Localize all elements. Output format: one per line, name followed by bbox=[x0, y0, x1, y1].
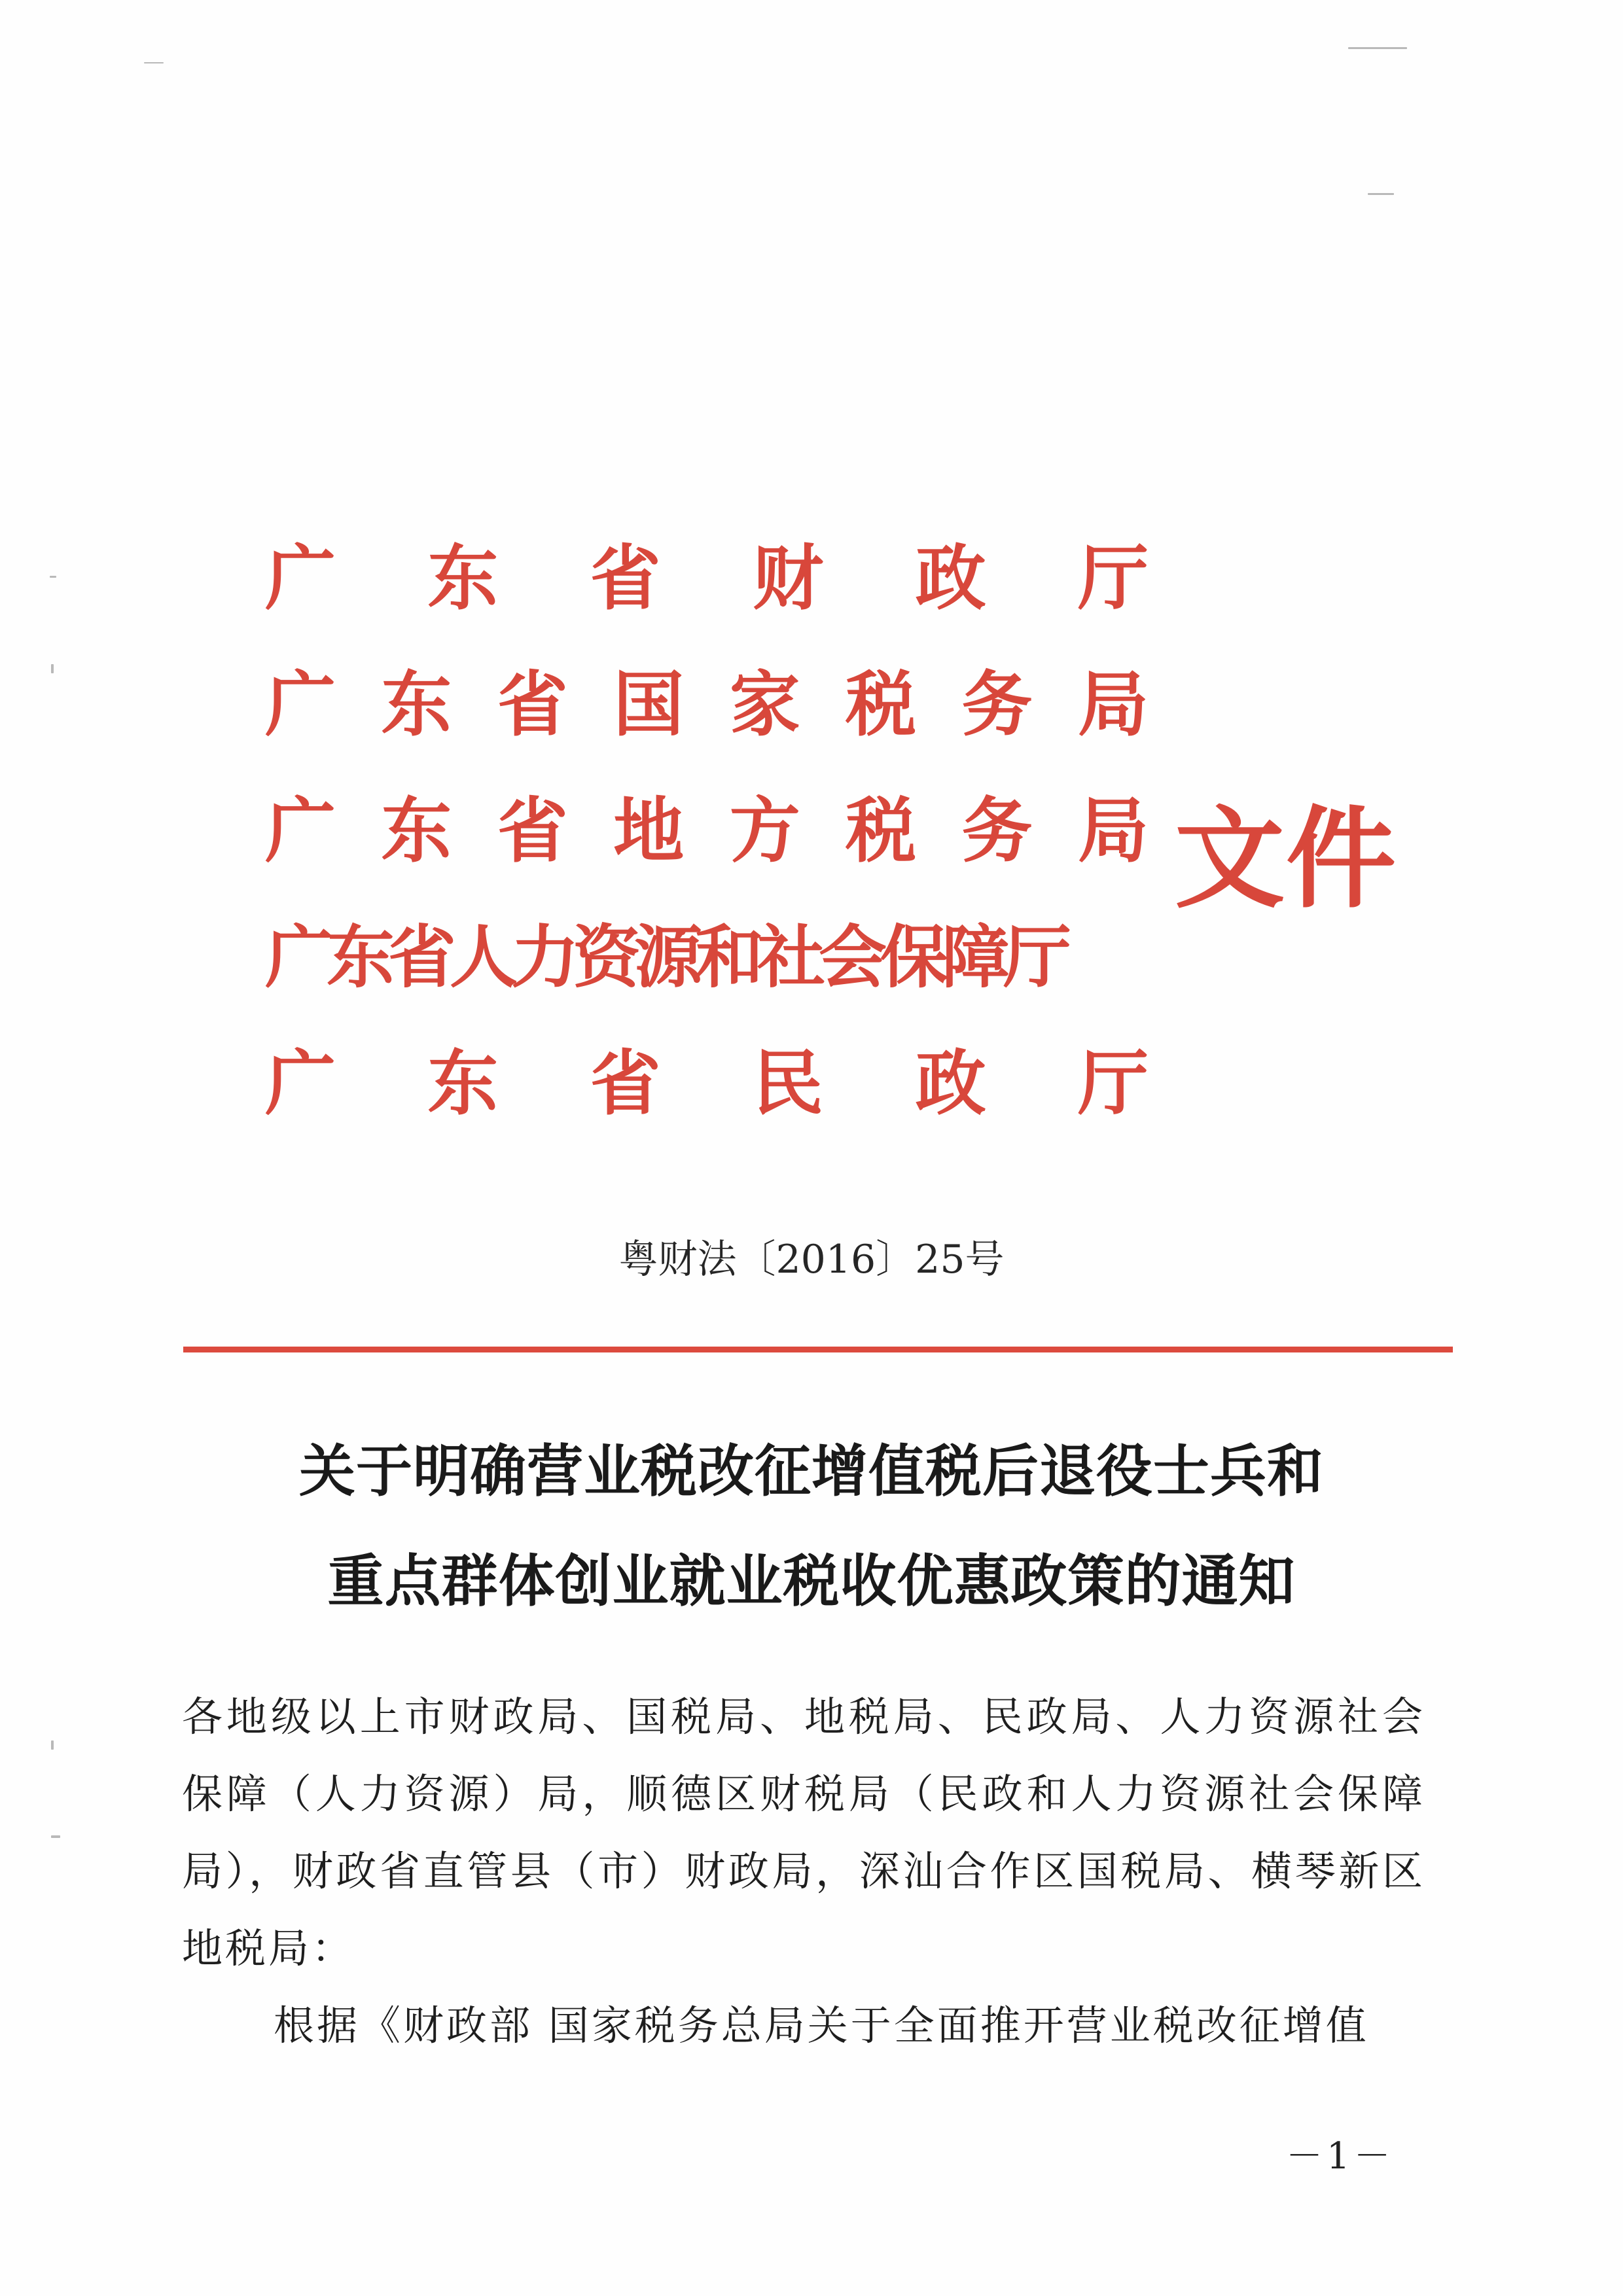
title-line-1: 关于明确营业税改征增值税后退役士兵和 bbox=[299, 1438, 1324, 1504]
issuer-human-resources-department: 广东省人力资源和社会保障厅 bbox=[265, 917, 1065, 997]
title-line-2: 重点群体创业就业税收优惠政策的通知 bbox=[327, 1548, 1296, 1614]
scan-speck bbox=[51, 1835, 60, 1838]
document-label: 文件 bbox=[1175, 794, 1397, 923]
page-number: －1－ bbox=[1286, 2135, 1395, 2178]
scan-speck bbox=[50, 576, 56, 578]
red-separator-rule bbox=[183, 1347, 1453, 1352]
recipients-paragraph: 各地级以上市财政局、国税局、地税局、民政局、人力资源社会保障（人力资源）局，顺德区财税局（民政和人力资源社会保障局），财政省直管县（市）财政局，深汕合作区国税局、横琴新区地税局： bbox=[182, 1693, 1425, 1972]
body-paragraph: 根据《财政部 国家税务总局关于全面推开营业税改征增值 bbox=[274, 2002, 1369, 2049]
document-number: 粤财法〔2016〕25号 bbox=[618, 1237, 1005, 1282]
scan-speck bbox=[51, 1740, 54, 1750]
scan-speck bbox=[1368, 193, 1394, 195]
scan-speck bbox=[144, 62, 164, 63]
issuer-finance-department: 广 东 省 财 政 厅 bbox=[265, 537, 1149, 620]
issuing-authorities bbox=[265, 537, 1149, 1174]
scan-speck bbox=[1348, 47, 1407, 49]
issuer-state-tax-bureau: 广 东 省 国 家 税 务 局 bbox=[265, 663, 1149, 746]
issuer-civil-affairs-department: 广 东 省 民 政 厅 bbox=[265, 1042, 1149, 1125]
document-title bbox=[0, 1417, 1623, 1636]
issuer-local-tax-bureau: 广 东 省 地 方 税 务 局 bbox=[265, 790, 1149, 872]
scan-speck bbox=[51, 664, 54, 673]
